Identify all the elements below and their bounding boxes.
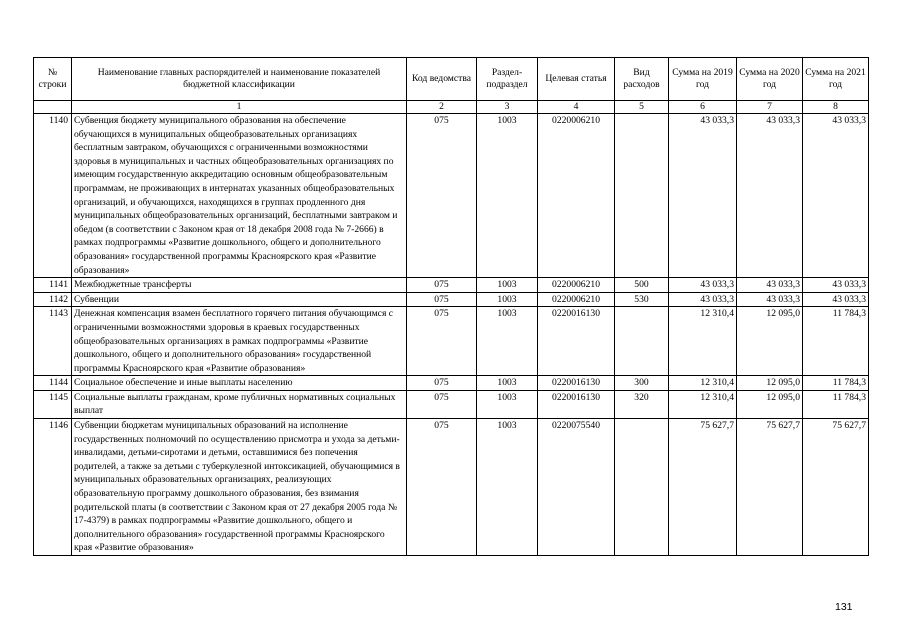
row-expense-type xyxy=(615,307,669,376)
row-name: Субвенция бюджету муниципального образования на обеспечение обучающихся в муниципальных общеобразовательных организациях бесплатным завтраком, обучающихся с ограниченными возможностями здоровья в муниципальных и частных общеобразовательных организациях по имеющим государственную аккредитацию основным общеобразовательным программам, не проживающих в интернатах указанных общеобразовательных организаций, и обучающихся, находящихся в группах продленного дня муниципальных общеобразовательных организаций, бесплатными завтраком и обедом (в соответствии с Законом края от 18 декабря 2008 года № 7-2666) в рамках подпрограммы «Развитие дошкольного, общего и дополнительного образования» государственной программы Красноярского края «Развитие образования» xyxy=(72,114,407,278)
row-section: 1003 xyxy=(477,390,538,418)
row-sum-2019: 43 033,3 xyxy=(669,292,737,307)
table-row xyxy=(34,419,869,556)
row-name: Субвенции xyxy=(72,292,407,307)
row-number: 1143 xyxy=(34,307,72,376)
colnum-cell: 3 xyxy=(477,101,538,114)
row-expense-type xyxy=(615,114,669,278)
header-name: Наименование главных распорядителей и наименование показателей бюджетной классификации xyxy=(72,58,407,101)
row-section: 1003 xyxy=(477,114,538,278)
row-sum-2020: 75 627,7 xyxy=(737,419,803,556)
row-name: Социальное обеспечение и иные выплаты населению xyxy=(72,376,407,391)
row-department-code: 075 xyxy=(407,376,477,391)
colnum-cell: 5 xyxy=(615,101,669,114)
header-sum-2021: Сумма на 2021 год xyxy=(803,58,869,101)
row-section: 1003 xyxy=(477,292,538,307)
row-sum-2019: 12 310,4 xyxy=(669,307,737,376)
colnum-cell: 6 xyxy=(669,101,737,114)
table-row xyxy=(34,390,869,418)
row-expense-type xyxy=(615,419,669,556)
table-header-row xyxy=(34,58,869,101)
row-section: 1003 xyxy=(477,419,538,556)
row-sum-2021: 75 627,7 xyxy=(803,419,869,556)
row-sum-2020: 12 095,0 xyxy=(737,307,803,376)
row-section: 1003 xyxy=(477,376,538,391)
colnum-cell: 2 xyxy=(407,101,477,114)
page-number: 131 xyxy=(835,601,853,613)
header-expense-type: Вид расходов xyxy=(615,58,669,101)
row-sum-2021: 11 784,3 xyxy=(803,307,869,376)
table-row xyxy=(34,376,869,391)
row-department-code: 075 xyxy=(407,278,477,293)
colnum-cell: 7 xyxy=(737,101,803,114)
row-expense-type: 300 xyxy=(615,376,669,391)
row-sum-2021: 43 033,3 xyxy=(803,292,869,307)
row-target-article: 0220075540 xyxy=(538,419,615,556)
row-department-code: 075 xyxy=(407,307,477,376)
row-sum-2019: 12 310,4 xyxy=(669,376,737,391)
colnum-cell xyxy=(34,101,72,114)
row-name: Денежная компенсация взамен бесплатного горячего питания обучающимся с ограниченными возможностями здоровья в краевых государственных общеобразовательных организациях в рамках подпрограммы «Развитие дошкольного, общего и дополнительного образования» государственной программы Красноярского края «Развитие образования» xyxy=(72,307,407,376)
row-sum-2021: 11 784,3 xyxy=(803,390,869,418)
row-number: 1145 xyxy=(34,390,72,418)
row-expense-type: 320 xyxy=(615,390,669,418)
column-number-row xyxy=(34,101,869,114)
row-sum-2021: 43 033,3 xyxy=(803,278,869,293)
row-sum-2019: 43 033,3 xyxy=(669,278,737,293)
row-expense-type: 500 xyxy=(615,278,669,293)
row-target-article: 0220016130 xyxy=(538,307,615,376)
row-section: 1003 xyxy=(477,307,538,376)
row-target-article: 0220006210 xyxy=(538,278,615,293)
row-sum-2019: 75 627,7 xyxy=(669,419,737,556)
row-number: 1144 xyxy=(34,376,72,391)
header-sum-2019: Сумма на 2019 год xyxy=(669,58,737,101)
row-sum-2020: 43 033,3 xyxy=(737,292,803,307)
row-target-article: 0220016130 xyxy=(538,376,615,391)
colnum-cell: 1 xyxy=(72,101,407,114)
row-department-code: 075 xyxy=(407,419,477,556)
table-row xyxy=(34,114,869,278)
row-sum-2021: 11 784,3 xyxy=(803,376,869,391)
row-name: Субвенции бюджетам муниципальных образований на исполнение государственных полномочий по осуществлению присмотра и ухода за детьми-инвалидами, детьми-сиротами и детьми, оставшимися без попечения родителей, а также за детьми с туберкулезной интоксикацией, обучающимися в муниципальных образовательных организациях, реализующих образовательную программу дошкольного образования, без взимания родительской платы (в соответствии с Законом края от 27 декабря 2005 года № 17-4379) в рамках подпрограммы «Развитие дошкольного, общего и дополнительного образования» государственной программы Красноярского края «Развитие образования» xyxy=(72,419,407,556)
row-department-code: 075 xyxy=(407,292,477,307)
row-target-article: 0220006210 xyxy=(538,114,615,278)
row-number: 1142 xyxy=(34,292,72,307)
colnum-cell: 4 xyxy=(538,101,615,114)
colnum-cell: 8 xyxy=(803,101,869,114)
row-sum-2020: 43 033,3 xyxy=(737,278,803,293)
table-row xyxy=(34,278,869,293)
row-expense-type: 530 xyxy=(615,292,669,307)
row-sum-2019: 12 310,4 xyxy=(669,390,737,418)
row-number: 1146 xyxy=(34,419,72,556)
table-body xyxy=(34,58,869,556)
row-name: Социальные выплаты гражданам, кроме публичных нормативных социальных выплат xyxy=(72,390,407,418)
header-target-article: Целевая статья xyxy=(538,58,615,101)
table-row xyxy=(34,307,869,376)
header-sum-2020: Сумма на 2020 год xyxy=(737,58,803,101)
row-sum-2020: 43 033,3 xyxy=(737,114,803,278)
row-target-article: 0220006210 xyxy=(538,292,615,307)
row-target-article: 0220016130 xyxy=(538,390,615,418)
row-department-code: 075 xyxy=(407,390,477,418)
header-row-number: № строки xyxy=(34,58,72,101)
header-section: Раздел-подраздел xyxy=(477,58,538,101)
row-name: Межбюджетные трансферты xyxy=(72,278,407,293)
row-sum-2021: 43 033,3 xyxy=(803,114,869,278)
row-department-code: 075 xyxy=(407,114,477,278)
row-number: 1141 xyxy=(34,278,72,293)
row-sum-2020: 12 095,0 xyxy=(737,376,803,391)
budget-table xyxy=(33,57,869,556)
row-sum-2019: 43 033,3 xyxy=(669,114,737,278)
table-row xyxy=(34,292,869,307)
row-section: 1003 xyxy=(477,278,538,293)
row-number: 1140 xyxy=(34,114,72,278)
row-sum-2020: 12 095,0 xyxy=(737,390,803,418)
header-department-code: Код ведомства xyxy=(407,58,477,101)
